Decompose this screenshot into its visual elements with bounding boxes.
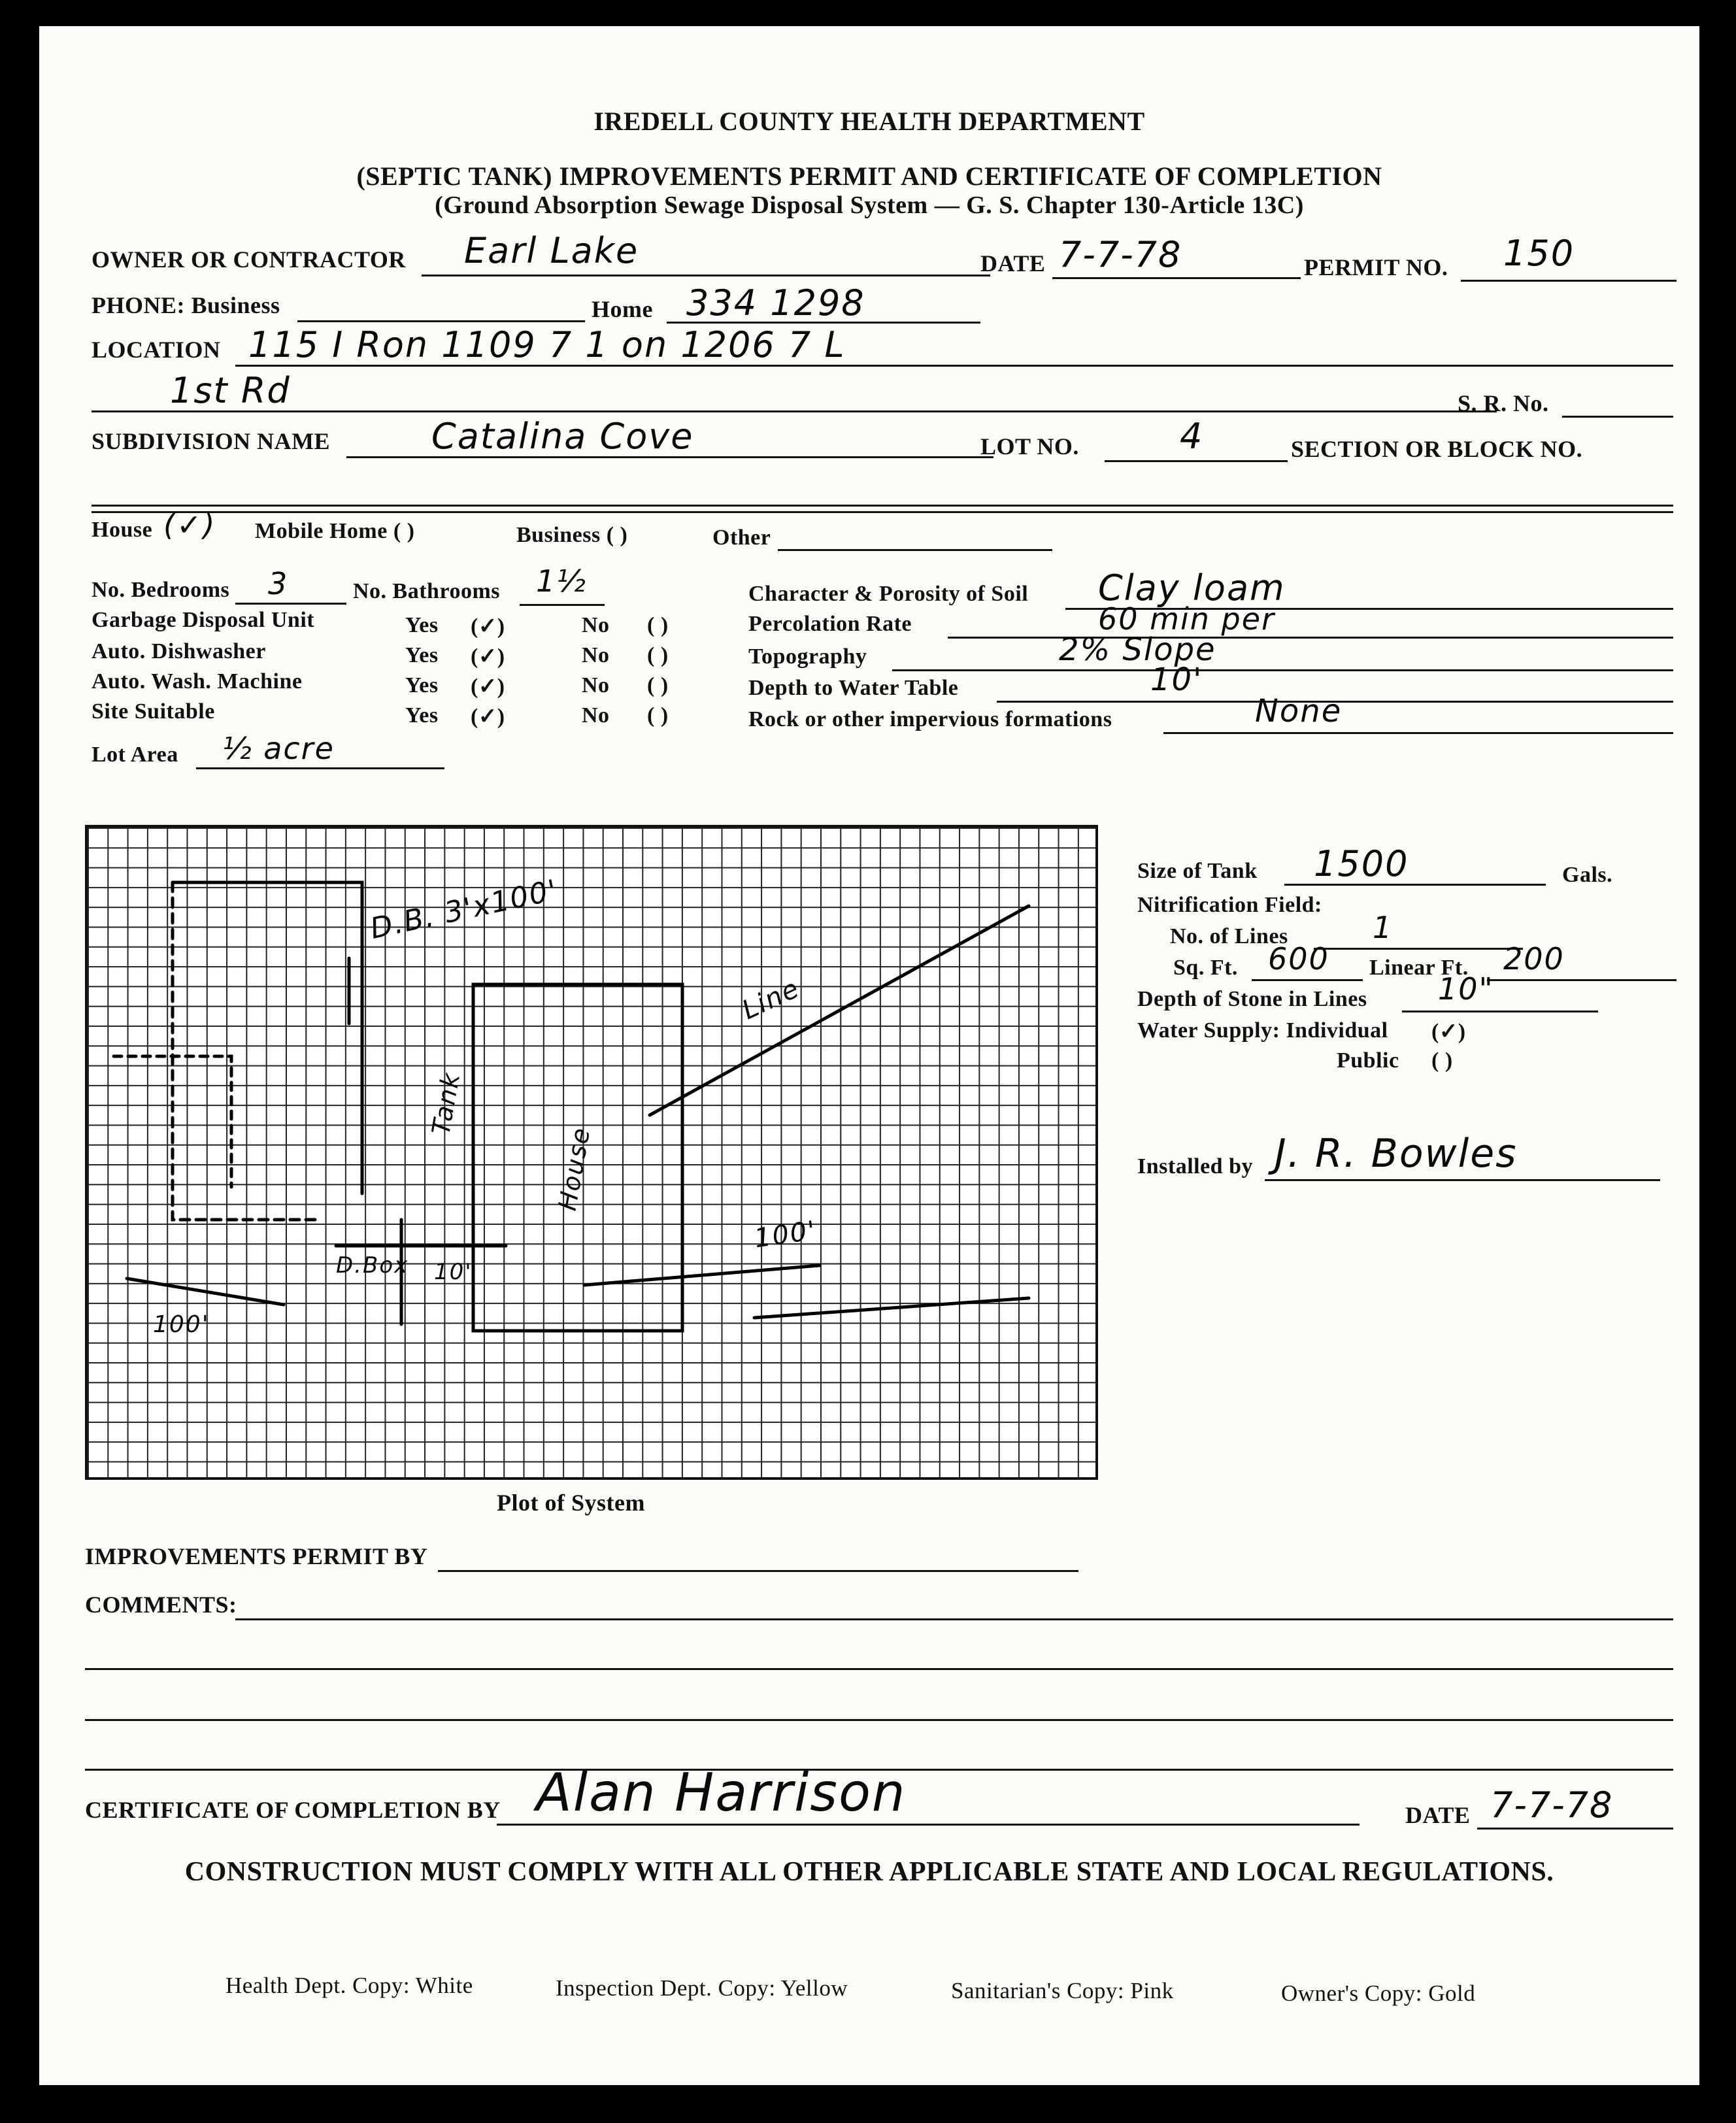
tank-size-value[interactable]: 1500 <box>1314 843 1409 884</box>
perc-rate-line <box>948 637 1673 639</box>
dishwasher-no-checkbox[interactable]: ( ) <box>647 643 669 667</box>
location-label: LOCATION <box>92 337 221 363</box>
copy-sanitarian: Sanitarian's Copy: Pink <box>951 1978 1174 2003</box>
location-value-1[interactable]: 115 I Ron 1109 7 1 on 1206 7 L <box>248 324 846 365</box>
soil-character-label: Character & Porosity of Soil <box>748 582 1029 606</box>
garbage-disposal-label: Garbage Disposal Unit <box>92 608 315 632</box>
phone-home-value[interactable]: 334 1298 <box>686 282 865 324</box>
compliance-notice: CONSTRUCTION MUST COMPLY WITH ALL OTHER APPLICABLE STATE AND LOCAL REGULATIONS. <box>184 1857 1554 1887</box>
date-label: DATE <box>980 250 1046 276</box>
house-label: House <box>92 518 153 542</box>
sr-no-line <box>1562 416 1673 418</box>
phone-home-label: Home <box>592 296 653 322</box>
plot-note: D.Box <box>336 1252 409 1279</box>
owner-label: OWNER OR CONTRACTOR <box>92 246 406 273</box>
water-table-label: Depth to Water Table <box>748 676 959 700</box>
form-subtitle: (Ground Absorption Sewage Disposal System — G. S. Chapter 130-Article 13C) <box>435 192 1304 219</box>
dishwasher-yes: Yes <box>405 643 439 667</box>
installed-by-value[interactable]: J. R. Bowles <box>1275 1131 1518 1177</box>
dishwasher-yes-checkbox[interactable]: (✓) <box>471 644 505 669</box>
lot-area-line <box>196 767 444 769</box>
topography-line <box>892 669 1673 671</box>
wash-machine-yes: Yes <box>405 673 439 697</box>
comments-label: COMMENTS: <box>85 1592 237 1618</box>
plot-note: D.B. 3'x100' <box>367 873 561 946</box>
date-line <box>1052 277 1301 279</box>
linear-ft-line <box>1487 979 1677 981</box>
bathrooms-value[interactable]: 1½ <box>536 563 587 599</box>
section-label: SECTION OR BLOCK NO. <box>1291 436 1583 462</box>
installed-by-label: Installed by <box>1137 1154 1253 1179</box>
site-suitable-yes: Yes <box>405 703 439 727</box>
dishwasher-label: Auto. Dishwasher <box>92 639 266 663</box>
copy-owner: Owner's Copy: Gold <box>1281 1981 1476 2006</box>
topography-value[interactable]: 2% Slope <box>1059 631 1216 668</box>
certificate-date-value[interactable]: 7-7-78 <box>1490 1784 1614 1826</box>
bedrooms-line <box>235 603 346 605</box>
wash-machine-no-checkbox[interactable]: ( ) <box>647 673 669 697</box>
garbage-disposal-yes-checkbox[interactable]: (✓) <box>471 614 505 639</box>
form-title: (SEPTIC TANK) IMPROVEMENTS PERMIT AND CERTIFICATE OF COMPLETION <box>356 161 1382 191</box>
copy-inspection: Inspection Dept. Copy: Yellow <box>556 1975 848 2001</box>
wash-machine-label: Auto. Wash. Machine <box>92 669 303 694</box>
garbage-disposal-no: No <box>582 613 610 637</box>
rock-value[interactable]: None <box>1255 693 1343 729</box>
certificate-label: CERTIFICATE OF COMPLETION BY <box>85 1797 501 1823</box>
bathrooms-line <box>520 604 605 606</box>
owner-value[interactable]: Earl Lake <box>464 230 639 271</box>
department-heading: IREDELL COUNTY HEALTH DEPARTMENT <box>593 107 1145 136</box>
nitrification-label: Nitrification Field: <box>1137 893 1322 917</box>
lot-no-label: LOT NO. <box>980 433 1079 460</box>
site-suitable-no-checkbox[interactable]: ( ) <box>647 703 669 727</box>
comments-line-3[interactable] <box>85 1719 1673 1721</box>
perc-rate-label: Percolation Rate <box>748 612 912 636</box>
phone-business-line <box>297 320 585 322</box>
plot-note: 10' <box>434 1259 473 1285</box>
sqft-value[interactable]: 600 <box>1268 941 1329 977</box>
plot-note: Tank <box>426 1069 466 1137</box>
location-value-2[interactable]: 1st Rd <box>170 370 291 411</box>
mobile-home-checkbox[interactable]: Mobile Home ( ) <box>255 519 415 543</box>
site-suitable-yes-checkbox[interactable]: (✓) <box>471 705 505 729</box>
stone-depth-label: Depth of Stone in Lines <box>1137 987 1367 1011</box>
house-outline-dashed <box>173 882 316 1220</box>
linear-ft-label: Linear Ft. <box>1369 956 1469 980</box>
business-checkbox[interactable]: Business ( ) <box>516 523 628 547</box>
linear-ft-value[interactable]: 200 <box>1503 941 1565 977</box>
phone-business-label: PHONE: Business <box>92 292 280 318</box>
drain-line <box>650 906 1029 1115</box>
wash-machine-no: No <box>582 673 610 697</box>
lines-line <box>1314 948 1523 950</box>
lot-no-value[interactable]: 4 <box>1180 416 1204 457</box>
owner-line <box>422 275 990 276</box>
perc-rate-value[interactable]: 60 min per <box>1098 601 1275 637</box>
plot-note: 100' <box>752 1215 819 1254</box>
lot-area-value[interactable]: ½ acre <box>222 731 335 766</box>
other-line <box>778 549 1052 551</box>
permit-by-line[interactable] <box>438 1570 1078 1572</box>
stone-depth-line <box>1402 1011 1598 1012</box>
water-table-value[interactable]: 10' <box>1150 661 1203 698</box>
drain-line-2 <box>584 1265 820 1285</box>
permit-label: PERMIT NO. <box>1304 254 1448 280</box>
bedrooms-label: No. Bedrooms <box>92 578 230 602</box>
plot-note: 100' <box>153 1311 210 1338</box>
location-line-2 <box>92 410 1497 412</box>
subdivision-label: SUBDIVISION NAME <box>92 428 331 454</box>
sqft-line <box>1252 979 1363 981</box>
gals-label: Gals. <box>1562 863 1613 887</box>
subdivision-value[interactable]: Catalina Cove <box>431 416 694 457</box>
rock-label: Rock or other impervious formations <box>748 707 1112 731</box>
dishwasher-no: No <box>582 643 610 667</box>
comments-line-1[interactable] <box>235 1618 1673 1620</box>
house-checkbox[interactable]: (✓) <box>163 507 216 543</box>
date-value[interactable]: 7-7-78 <box>1059 234 1182 275</box>
permit-value[interactable]: 150 <box>1503 233 1575 274</box>
divider <box>92 511 1673 513</box>
water-supply-label: Water Supply: Individual <box>1137 1018 1388 1043</box>
site-suitable-label: Site Suitable <box>92 699 215 724</box>
permit-line <box>1461 280 1677 282</box>
garbage-disposal-yes: Yes <box>405 613 439 637</box>
wash-machine-yes-checkbox[interactable]: (✓) <box>471 675 505 699</box>
topography-label: Topography <box>748 644 867 669</box>
lateral-line <box>127 1279 284 1305</box>
bedrooms-value[interactable]: 3 <box>268 566 289 601</box>
plot-grid <box>85 825 1098 1480</box>
certificate-date-line <box>1477 1828 1673 1830</box>
divider <box>92 505 1673 507</box>
garbage-disposal-no-checkbox[interactable]: ( ) <box>647 613 669 637</box>
comments-line-2[interactable] <box>85 1668 1673 1670</box>
site-suitable-no: No <box>582 703 610 727</box>
other-label: Other <box>712 526 771 550</box>
plot-caption: Plot of System <box>497 1490 645 1516</box>
certificate-line <box>497 1824 1360 1826</box>
sr-no-label: S. R. No. <box>1458 390 1549 416</box>
tank-size-label: Size of Tank <box>1137 859 1258 883</box>
water-public-label: Public <box>1337 1048 1399 1073</box>
permit-by-label: IMPROVEMENTS PERMIT BY <box>85 1543 428 1569</box>
rock-line <box>1163 732 1673 734</box>
drain-line-3 <box>754 1298 1029 1318</box>
soil-character-value[interactable]: Clay loam <box>1098 567 1286 609</box>
permit-form <box>39 26 1699 2085</box>
stone-depth-value[interactable]: 10" <box>1438 971 1494 1007</box>
lines-label: No. of Lines <box>1170 924 1288 948</box>
water-individual-checkbox[interactable]: (✓) <box>1431 1020 1466 1044</box>
sqft-label: Sq. Ft. <box>1173 956 1238 980</box>
installed-by-line <box>1265 1179 1660 1181</box>
lines-value[interactable]: 1 <box>1373 910 1394 945</box>
certificate-signature[interactable]: Alan Harrison <box>536 1762 907 1823</box>
house-outline <box>173 882 362 1194</box>
lot-no-line <box>1105 460 1288 462</box>
lot-area-label: Lot Area <box>92 743 178 767</box>
copy-health: Health Dept. Copy: White <box>225 1973 473 1998</box>
bathrooms-label: No. Bathrooms <box>353 579 500 603</box>
certificate-date-label: DATE <box>1405 1802 1471 1828</box>
plot-note: Line <box>737 973 805 1026</box>
plot-note: House <box>552 1124 596 1213</box>
water-public-checkbox[interactable]: ( ) <box>1431 1048 1453 1073</box>
